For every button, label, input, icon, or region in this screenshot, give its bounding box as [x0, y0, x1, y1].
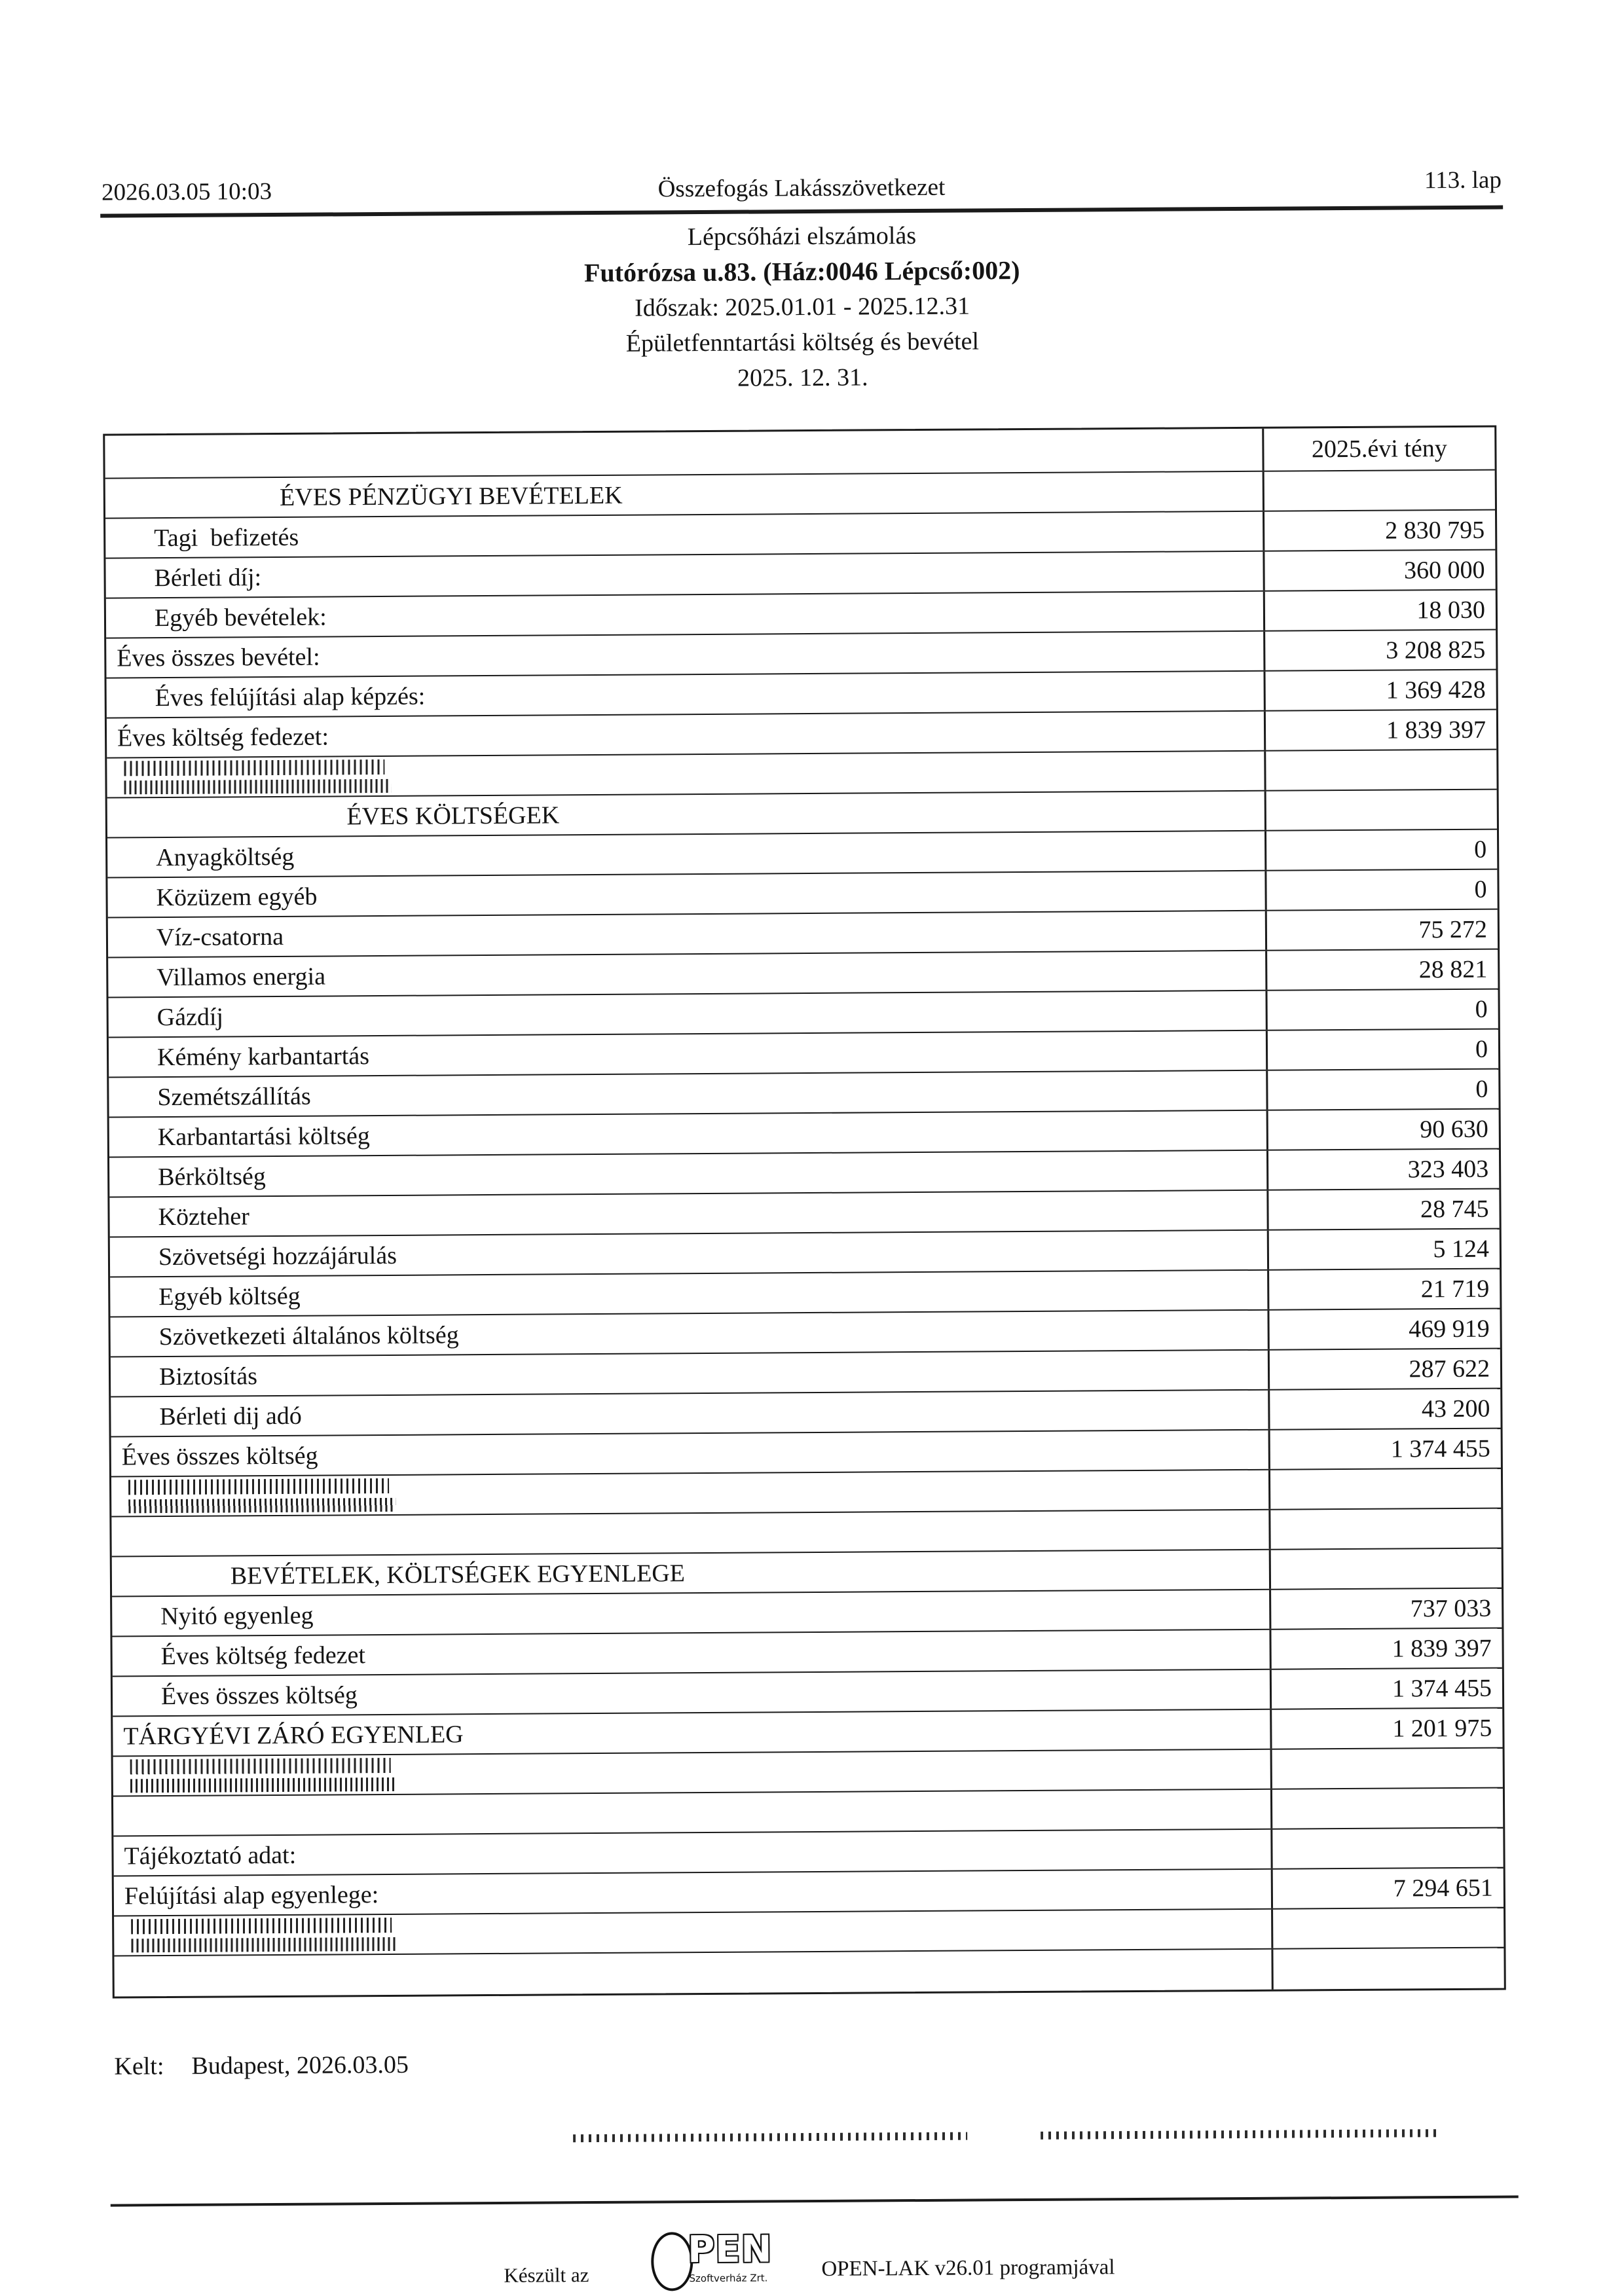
row-label-cell	[107, 831, 1266, 877]
hatch-bar	[128, 1498, 396, 1513]
row-value-cell	[1265, 591, 1496, 630]
row-value: 287 622	[1409, 1355, 1490, 1383]
row-value-cell	[1272, 1669, 1502, 1709]
row-label: Egyéb költség	[158, 1282, 301, 1311]
row-value-cell	[1268, 1150, 1499, 1190]
row-label-cell	[112, 1550, 1271, 1596]
row-label: Éves összes költség	[160, 1681, 358, 1710]
hatch-pattern	[124, 759, 391, 794]
row-value-cell	[1270, 1349, 1500, 1389]
header-organization: Összefogás Lakásszövetkezet	[657, 173, 946, 203]
table-header-value-cell	[1264, 428, 1494, 471]
row-value-cell	[1269, 1230, 1500, 1269]
row-value-cell	[1264, 551, 1495, 591]
row-label-cell	[114, 1910, 1273, 1956]
row-value-cell	[1268, 1030, 1498, 1070]
row-label: Szövetkezeti általános költség	[158, 1321, 459, 1351]
row-value-cell	[1268, 1070, 1498, 1110]
row-label-cell	[109, 1151, 1268, 1197]
row-value: 1 201 975	[1392, 1714, 1492, 1743]
row-value-cell	[1273, 1948, 1504, 1990]
row-label-cell	[105, 512, 1264, 558]
row-label-cell	[111, 1391, 1270, 1436]
row-label-cell	[113, 1830, 1272, 1876]
row-value: 21 719	[1420, 1275, 1490, 1303]
hatch-pattern	[131, 1918, 398, 1952]
row-value-cell	[1272, 1789, 1503, 1829]
row-value-cell	[1265, 630, 1496, 670]
row-value-cell	[1271, 1549, 1502, 1589]
row-label-cell	[107, 871, 1266, 917]
row-label-cell	[106, 592, 1265, 638]
row-value: 7 294 651	[1393, 1874, 1493, 1903]
row-label: Gázdíj	[157, 1002, 224, 1031]
row-value-cell	[1266, 790, 1497, 830]
row-label-cell	[110, 1311, 1269, 1357]
table-rows	[105, 471, 1504, 1997]
row-label-cell	[113, 1670, 1272, 1716]
table-header-label-cell	[105, 429, 1264, 478]
open-logo-letters: PEN	[688, 2228, 773, 2272]
row-label-cell	[111, 1510, 1270, 1556]
row-label-cell	[106, 632, 1265, 678]
table-row	[114, 1948, 1504, 1997]
row-value: 1 839 397	[1392, 1634, 1492, 1663]
row-value: 2 830 795	[1385, 516, 1485, 545]
row-label: Bérleti dij adó	[159, 1402, 302, 1430]
header-datetime: 2026.03.05 10:03	[101, 178, 272, 206]
row-label-cell	[109, 1071, 1268, 1117]
row-value-cell	[1266, 870, 1497, 910]
row-value-cell	[1273, 1868, 1504, 1908]
row-value: 3 208 825	[1386, 636, 1486, 665]
row-label: Villamos energia	[157, 962, 326, 991]
row-value-cell	[1264, 511, 1495, 551]
hatch-pattern	[128, 1478, 396, 1513]
signature-dotted-line-right	[1041, 2129, 1436, 2140]
row-label-cell	[105, 472, 1264, 518]
row-value: 1 839 397	[1386, 716, 1486, 744]
open-logo-ellipse-o	[651, 2232, 693, 2291]
row-label: Egyéb bevételek:	[154, 603, 327, 632]
row-label-cell	[110, 1231, 1269, 1277]
hatch-bar	[131, 1937, 398, 1952]
row-label-cell	[110, 1271, 1269, 1317]
row-value-cell	[1267, 990, 1498, 1030]
row-value: 737 033	[1410, 1594, 1492, 1622]
row-label-cell	[107, 792, 1266, 837]
row-label: Közüzem egyéb	[156, 883, 318, 911]
settlement-table	[103, 426, 1506, 1999]
header-page-number: 113. lap	[1424, 166, 1502, 194]
row-value: 0	[1474, 875, 1487, 903]
row-value-cell	[1271, 1589, 1502, 1629]
row-value-cell	[1270, 1389, 1500, 1429]
row-value: 28 821	[1418, 955, 1488, 983]
hatch-bar	[124, 759, 384, 776]
row-label: Tagi befizetés	[154, 523, 299, 552]
row-value: 0	[1475, 995, 1488, 1023]
row-label: Éves összes költség	[121, 1442, 318, 1470]
row-label: Szemétszállítás	[157, 1082, 311, 1111]
row-value: 1 369 428	[1386, 676, 1486, 704]
row-label: Anyagköltség	[156, 843, 295, 871]
row-value: 43 200	[1421, 1394, 1490, 1423]
row-label: Éves költség fedezet:	[117, 722, 329, 752]
row-value: 90 630	[1420, 1115, 1488, 1143]
row-value: 28 745	[1420, 1195, 1489, 1223]
row-value: 0	[1474, 835, 1487, 864]
report-period: Időszak: 2025.01.01 - 2025.12.31	[635, 292, 970, 322]
row-value: 0	[1475, 1075, 1488, 1103]
row-value: 360 000	[1403, 556, 1485, 584]
row-value: 75 272	[1418, 915, 1488, 943]
row-value: 323 403	[1407, 1155, 1489, 1183]
row-value: 469 919	[1409, 1315, 1490, 1343]
row-value: 5 124	[1433, 1235, 1490, 1263]
row-label-cell	[105, 552, 1264, 598]
row-label: Kémény karbantartás	[157, 1042, 370, 1071]
row-value: 0	[1475, 1035, 1488, 1063]
row-value-cell	[1272, 1709, 1502, 1749]
report-as-of-date: 2025. 12. 31.	[737, 363, 868, 392]
row-label-cell	[107, 752, 1266, 797]
row-value-cell	[1268, 1190, 1499, 1230]
row-label-cell	[113, 1750, 1272, 1796]
row-label-cell	[112, 1630, 1271, 1676]
row-label: Éves összes bevétel:	[117, 643, 320, 672]
row-label-cell	[113, 1710, 1272, 1756]
row-label-cell	[112, 1590, 1271, 1636]
hatch-bar	[131, 1918, 392, 1934]
row-label: Éves költség fedezet	[160, 1641, 366, 1670]
row-value-cell	[1272, 1749, 1503, 1789]
row-label: Bérleti díj:	[154, 563, 262, 592]
row-label-cell	[107, 672, 1266, 718]
hatch-bar	[128, 1478, 389, 1495]
row-label: Karbantartási költség	[157, 1121, 370, 1151]
report-type: Lépcsőházi elszámolás	[687, 221, 917, 251]
row-label-cell	[113, 1790, 1272, 1836]
row-value-cell	[1266, 830, 1497, 870]
open-logo-caption: Szoftverház Zrt.	[689, 2272, 768, 2285]
row-value-cell	[1270, 1469, 1501, 1509]
row-label: Bérköltség	[158, 1162, 266, 1191]
row-label-cell	[107, 712, 1266, 757]
row-value-cell	[1266, 710, 1496, 750]
row-label: ÉVES KÖLTSÉGEK	[346, 801, 560, 830]
row-label-cell	[108, 951, 1267, 997]
row-value: 1 374 455	[1392, 1674, 1492, 1703]
footer-made-with-suffix: OPEN-LAK v26.01 programjával	[821, 2255, 1115, 2281]
hatch-bar	[130, 1777, 397, 1793]
row-label: Víz-csatorna	[156, 922, 284, 951]
row-label-cell	[109, 1031, 1268, 1077]
row-value: 18 030	[1416, 596, 1486, 624]
row-label-cell	[111, 1430, 1270, 1476]
row-label-cell	[114, 1950, 1273, 1997]
footer-rule	[111, 2195, 1519, 2206]
row-value-cell	[1265, 670, 1496, 710]
row-label: Szövetségi hozzájárulás	[158, 1241, 397, 1271]
row-label: Éves felújítási alap képzés:	[155, 682, 426, 712]
row-label-cell	[109, 991, 1268, 1037]
open-logo-icon	[651, 2230, 796, 2296]
dateline-value: Budapest, 2026.03.05	[191, 2050, 409, 2080]
row-value-cell	[1267, 950, 1498, 990]
report-subject: Épületfenntartási költség és bevétel	[625, 327, 980, 357]
hatch-bar	[130, 1758, 391, 1774]
title-block	[101, 215, 1503, 400]
footer-made-with-prefix: Készült az	[504, 2263, 589, 2287]
report-address: Futórózsa u.83. (Ház:0046 Lépcső:002)	[583, 255, 1020, 288]
row-value-cell	[1266, 750, 1496, 790]
row-label-cell	[114, 1870, 1273, 1916]
row-value-cell	[1269, 1269, 1500, 1309]
row-value-cell	[1270, 1429, 1501, 1469]
signature-dotted-line-left	[573, 2132, 967, 2143]
row-label-cell	[108, 911, 1267, 957]
row-label: Biztosítás	[158, 1362, 258, 1391]
row-value-cell	[1267, 910, 1498, 950]
row-label: Felújítási alap egyenlege:	[124, 1880, 379, 1910]
dateline-label: Kelt:	[114, 2052, 164, 2081]
row-label: Tájékoztató adat:	[124, 1841, 297, 1870]
row-value-cell	[1264, 471, 1495, 511]
row-label: TÁRGYÉVI ZÁRÓ EGYENLEG	[123, 1720, 464, 1750]
row-label: BEVÉTELEK, KÖLTSÉGEK EGYENLEGE	[230, 1559, 686, 1590]
row-label-cell	[109, 1111, 1268, 1157]
row-value-cell	[1271, 1629, 1502, 1669]
hatch-bar	[124, 779, 391, 794]
row-label-cell	[109, 1191, 1268, 1237]
row-label: Nyitó egyenleg	[160, 1601, 314, 1630]
dateline	[114, 2050, 409, 2081]
row-value: 1 374 455	[1390, 1434, 1490, 1463]
row-value-cell	[1268, 1110, 1499, 1150]
hatch-pattern	[130, 1758, 397, 1793]
row-value-cell	[1270, 1509, 1501, 1549]
row-label: ÉVES PÉNZÜGYI BEVÉTELEK	[279, 481, 623, 511]
row-label: Közteher	[158, 1202, 249, 1231]
value-column-header: 2025.évi tény	[1311, 435, 1447, 464]
row-value-cell	[1269, 1309, 1500, 1349]
row-label-cell	[111, 1470, 1270, 1516]
row-value-cell	[1273, 1908, 1504, 1948]
row-label-cell	[111, 1351, 1270, 1396]
row-value-cell	[1272, 1829, 1503, 1868]
page-header	[101, 166, 1502, 211]
